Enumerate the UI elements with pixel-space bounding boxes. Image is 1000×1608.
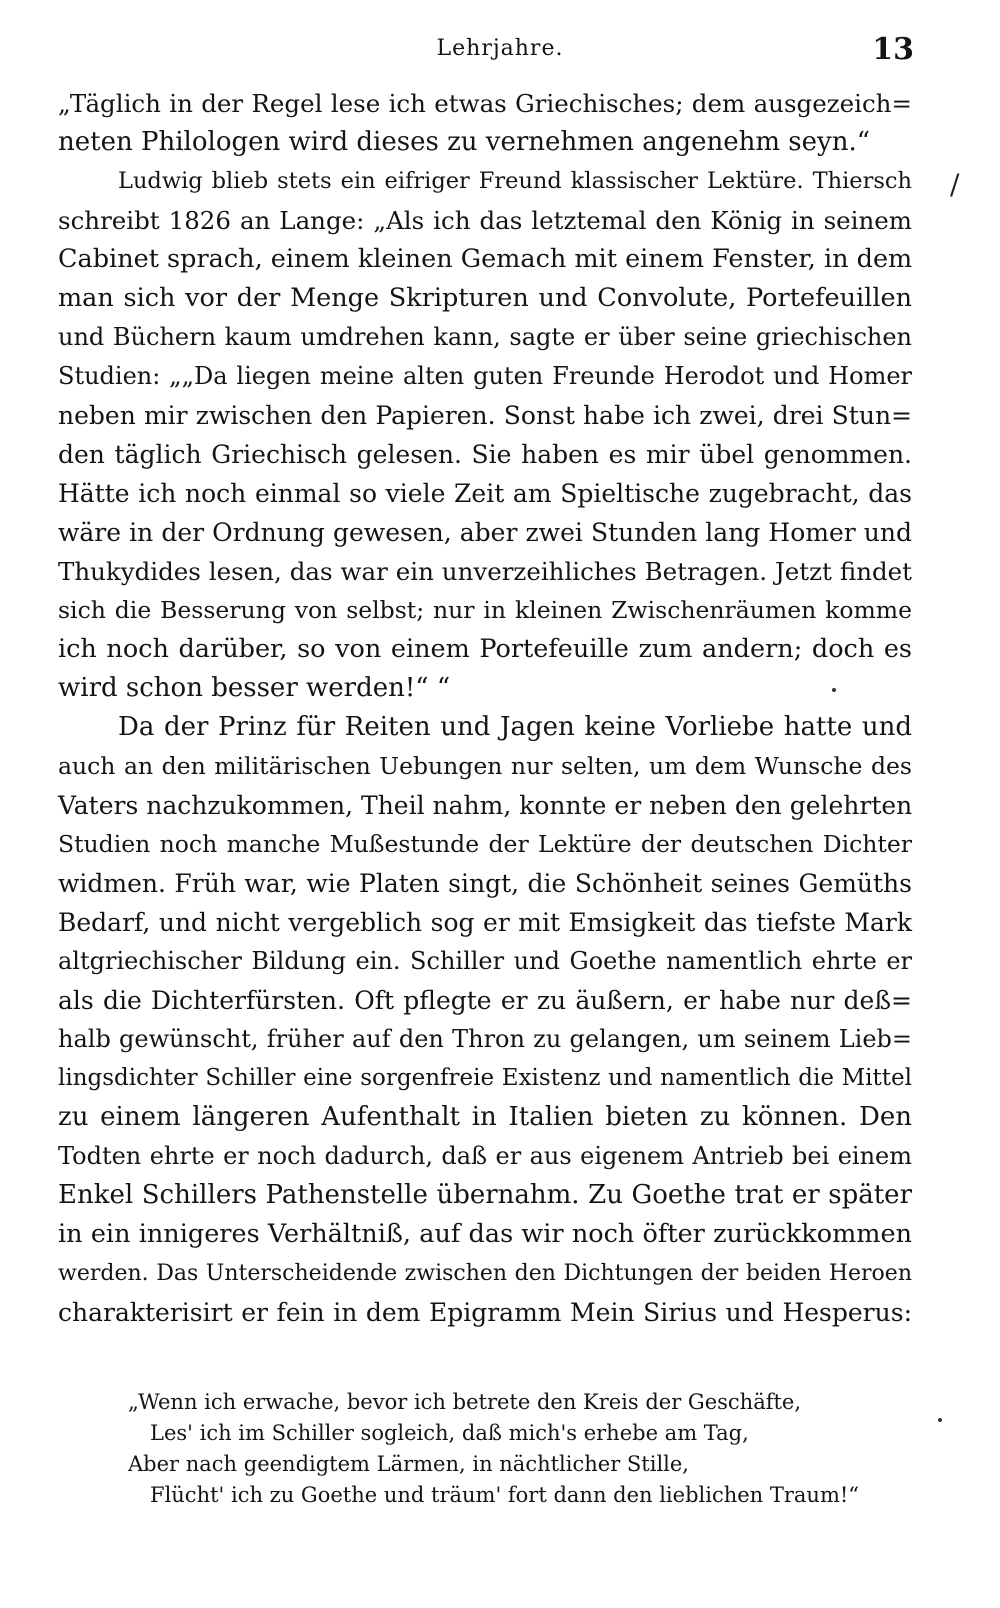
verse-line: Aber nach geendigtem Lärmen, in nächtlicher Stille, xyxy=(128,1452,689,1476)
text-line: lingsdichter Schiller eine sorgenfreie Existenz und namentlich die Mittel xyxy=(58,1065,912,1091)
text-line: charakterisirt er fein in dem Epigramm Mein Sirius und Hesperus: xyxy=(58,1298,912,1327)
text-line: wäre in der Ordnung gewesen, aber zwei Stunden lang Homer und xyxy=(58,518,912,547)
verse-line: Flücht' ich zu Goethe und träum' fort dann den lieblichen Traum!“ xyxy=(150,1483,860,1507)
text-line: Enkel Schillers Pathenstelle übernahm. Zu Goethe trat er später xyxy=(58,1180,912,1210)
text-line: man sich vor der Menge Skripturen und Convolute, Portefeuillen xyxy=(58,283,912,313)
text-line: als die Dichterfürsten. Oft pflegte er zu äußern, er habe nur deß= xyxy=(58,986,912,1015)
text-line: altgriechischer Bildung ein. Schiller und Goethe namentlich ehrte er xyxy=(58,947,912,975)
verse-line: Les' ich im Schiller sogleich, daß mich's erhebe am Tag, xyxy=(150,1421,749,1445)
text-line: halb gewünscht, früher auf den Thron zu gelangen, um seinem Lieb= xyxy=(58,1025,912,1053)
text-line: Cabinet sprach, einem kleinen Gemach mit einem Fenster, in dem xyxy=(58,244,913,274)
text-line: Ludwig blieb stets ein eifriger Freund klassischer Lektüre. Thiersch xyxy=(118,168,912,194)
text-line: neben mir zwischen den Papieren. Sonst habe ich zwei, drei Stun= xyxy=(58,401,912,430)
text-line: sich die Besserung von selbst; nur in kleinen Zwischenräumen komme xyxy=(58,596,912,624)
page-number: 13 xyxy=(872,32,914,67)
text-line: Vaters nachzukommen, Theil nahm, konnte er neben den gelehrten xyxy=(58,791,913,820)
verse-line: „Wenn ich erwache, bevor ich betrete den Kreis der Geschäfte, xyxy=(128,1390,802,1414)
text-line: zu einem längeren Aufenthalt in Italien bieten zu können. Den xyxy=(58,1102,912,1132)
text-line: in ein innigeres Verhältniß, auf das wir noch öfter zurückkommen xyxy=(58,1219,912,1249)
text-line: schreibt 1826 an Lange: „Als ich das letztemal den König in seinem xyxy=(58,206,912,235)
epigram-verse xyxy=(128,1387,868,1511)
text-line: Da der Prinz für Reiten und Jagen keine Vorliebe hatte und xyxy=(118,712,912,742)
text-line: Studien noch manche Mußestunde der Lektüre der deutschen Dichter xyxy=(58,830,912,858)
running-head xyxy=(0,30,1000,70)
text-line: den täglich Griechisch gelesen. Sie haben es mir übel genommen. xyxy=(58,440,912,469)
text-line: werden. Das Unterscheidende zwischen den Dichtungen der beiden Heroen xyxy=(58,1261,912,1286)
text-line: und Büchern kaum umdrehen kann, sagte er über seine griechischen xyxy=(58,323,912,351)
text-line: Studien: „„Da liegen meine alten guten Freunde Herodot und Homer xyxy=(58,362,912,390)
running-title: Lehrjahre. xyxy=(436,36,564,61)
text-line: auch an den militärischen Uebungen nur selten, um dem Wunsche des xyxy=(58,752,912,780)
text-line: Bedarf, und nicht vergeblich sog er mit Emsigkeit das tiefste Mark xyxy=(58,908,912,937)
margin-mark: / xyxy=(950,168,960,201)
text-line: Todten ehrte er noch dadurch, daß er aus eigenem Antrieb bei einem xyxy=(58,1142,912,1170)
text-line: Hätte ich noch einmal so viele Zeit am Spieltische zugebracht, das xyxy=(58,479,912,508)
ink-speck xyxy=(938,1418,942,1422)
text-line: wird schon besser werden!“ “ xyxy=(58,673,451,703)
text-line: Thukydides lesen, das war ein unverzeihliches Betragen. Jetzt findet xyxy=(58,557,912,586)
text-line: ich noch darüber, so von einem Portefeuille zum andern; doch es xyxy=(58,634,912,664)
body-text xyxy=(58,84,912,1332)
text-line: „Täglich in der Regel lese ich etwas Griechisches; dem ausgezeich= xyxy=(58,89,912,118)
text-line: widmen. Früh war, wie Platen singt, die Schönheit seines Gemüths xyxy=(58,869,912,898)
text-line: neten Philologen wird dieses zu vernehmen angenehm seyn.“ xyxy=(58,127,871,157)
